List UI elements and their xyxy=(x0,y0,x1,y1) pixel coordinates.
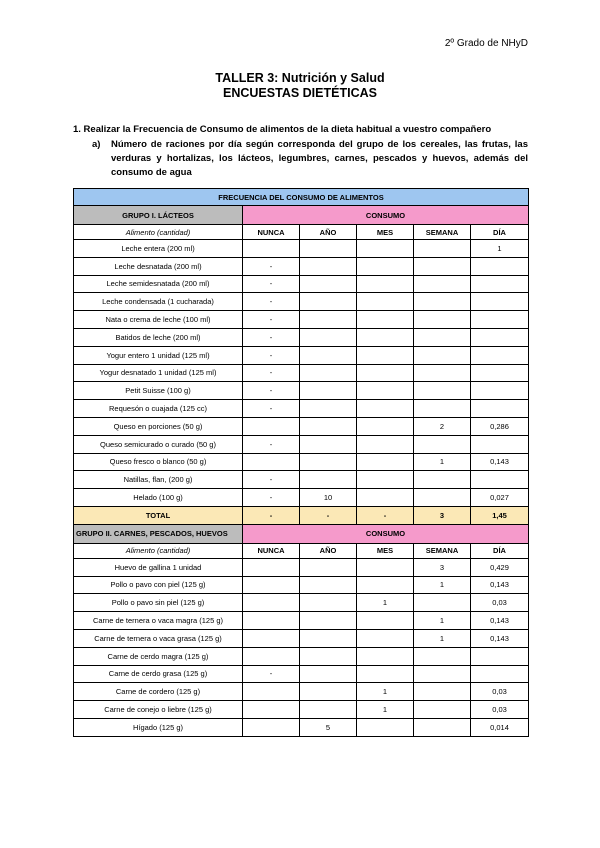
frequency-cell: 0,143 xyxy=(471,612,529,630)
food-name-cell: Carne de conejo o liebre (125 g) xyxy=(74,701,243,719)
frequency-cell xyxy=(243,453,300,471)
frequency-cell xyxy=(243,594,300,612)
frequency-cell xyxy=(300,665,357,683)
col-header-nunca: NUNCA xyxy=(243,225,300,240)
consumo-label: CONSUMO xyxy=(243,206,529,225)
frequency-cell: - xyxy=(243,400,300,418)
table-row xyxy=(74,400,529,418)
frequency-cell xyxy=(357,612,414,630)
food-name-cell: Pollo o pavo sin piel (125 g) xyxy=(74,594,243,612)
frequency-cell xyxy=(471,400,529,418)
frequency-cell: 2 xyxy=(414,417,471,435)
table-row xyxy=(74,275,529,293)
frequency-cell xyxy=(300,311,357,329)
group2-header-row xyxy=(74,524,529,543)
frequency-cell: - xyxy=(243,293,300,311)
frequency-cell xyxy=(414,382,471,400)
frequency-cell xyxy=(243,612,300,630)
table-row xyxy=(74,612,529,630)
frequency-cell: 1 xyxy=(357,594,414,612)
frequency-cell xyxy=(471,311,529,329)
col-header-mes: MES xyxy=(357,543,414,558)
frequency-cell: 1 xyxy=(414,612,471,630)
frequency-cell xyxy=(243,683,300,701)
frequency-cell xyxy=(300,364,357,382)
frequency-cell xyxy=(471,382,529,400)
frequency-cell: 1 xyxy=(414,576,471,594)
food-name-cell: Carne de cerdo grasa (125 g) xyxy=(74,665,243,683)
frequency-cell xyxy=(471,665,529,683)
frequency-cell xyxy=(357,417,414,435)
group1-name: GRUPO I. LÁCTEOS xyxy=(74,206,243,225)
frequency-cell xyxy=(243,240,300,258)
frequency-cell xyxy=(357,576,414,594)
frequency-cell xyxy=(414,311,471,329)
food-name-cell: Nata o crema de leche (100 ml) xyxy=(74,311,243,329)
frequency-table xyxy=(73,188,529,737)
col-header-nunca: NUNCA xyxy=(243,543,300,558)
frequency-cell xyxy=(414,364,471,382)
table-row xyxy=(74,328,529,346)
frequency-cell xyxy=(300,701,357,719)
table-row xyxy=(74,240,529,258)
frequency-cell xyxy=(471,647,529,665)
group2-name: GRUPO II. CARNES, PESCADOS, HUEVOS xyxy=(74,524,243,543)
frequency-cell xyxy=(300,558,357,576)
frequency-cell xyxy=(357,629,414,647)
table-row xyxy=(74,718,529,736)
frequency-cell xyxy=(357,718,414,736)
table-row xyxy=(74,701,529,719)
frequency-cell xyxy=(243,417,300,435)
title-line-2: ENCUESTAS DIETÉTICAS xyxy=(223,86,377,100)
frequency-cell xyxy=(243,576,300,594)
column-header-row xyxy=(74,225,529,240)
food-name-cell: Carne de cordero (125 g) xyxy=(74,683,243,701)
group1-header-row xyxy=(74,206,529,225)
frequency-cell xyxy=(243,629,300,647)
table-row xyxy=(74,453,529,471)
frequency-cell: 3 xyxy=(414,558,471,576)
frequency-cell xyxy=(300,612,357,630)
frequency-cell xyxy=(243,701,300,719)
frequency-cell xyxy=(471,435,529,453)
table-row xyxy=(74,665,529,683)
consumo-label: CONSUMO xyxy=(243,524,529,543)
frequency-cell: - xyxy=(243,489,300,507)
frequency-cell xyxy=(357,647,414,665)
table-row xyxy=(74,346,529,364)
frequency-cell xyxy=(300,382,357,400)
col-header-alimento: Alimento (cantidad) xyxy=(74,543,243,558)
frequency-cell xyxy=(357,382,414,400)
frequency-cell: 0,014 xyxy=(471,718,529,736)
frequency-cell: 0,03 xyxy=(471,594,529,612)
food-name-cell: Yogur desnatado 1 unidad (125 ml) xyxy=(74,364,243,382)
frequency-cell xyxy=(471,346,529,364)
col-header-semana: SEMANA xyxy=(414,225,471,240)
table-row xyxy=(74,558,529,576)
frequency-cell xyxy=(357,364,414,382)
col-header-ano: AÑO xyxy=(300,543,357,558)
col-header-dia: DÍA xyxy=(471,543,529,558)
total-cell: - xyxy=(357,506,414,524)
frequency-cell: 5 xyxy=(300,718,357,736)
col-header-mes: MES xyxy=(357,225,414,240)
frequency-cell xyxy=(357,471,414,489)
food-name-cell: Helado (100 g) xyxy=(74,489,243,507)
frequency-cell xyxy=(471,293,529,311)
frequency-cell: 1 xyxy=(414,629,471,647)
food-name-cell: Hígado (125 g) xyxy=(74,718,243,736)
frequency-cell xyxy=(471,364,529,382)
subsection-a xyxy=(92,138,528,180)
frequency-cell xyxy=(300,594,357,612)
frequency-cell xyxy=(414,346,471,364)
frequency-cell: 0,429 xyxy=(471,558,529,576)
frequency-cell: 0,03 xyxy=(471,701,529,719)
table-row xyxy=(74,471,529,489)
total-row xyxy=(74,506,529,524)
frequency-cell xyxy=(357,665,414,683)
food-name-cell: Carne de ternera o vaca grasa (125 g) xyxy=(74,629,243,647)
subsection-a-label: a) xyxy=(92,139,101,150)
frequency-cell xyxy=(357,257,414,275)
frequency-cell: 0,286 xyxy=(471,417,529,435)
food-name-cell: Leche desnatada (200 ml) xyxy=(74,257,243,275)
frequency-cell xyxy=(300,435,357,453)
frequency-cell: - xyxy=(243,471,300,489)
frequency-cell: - xyxy=(243,328,300,346)
food-name-cell: Petit Suisse (100 g) xyxy=(74,382,243,400)
total-cell: - xyxy=(243,506,300,524)
col-header-semana: SEMANA xyxy=(414,543,471,558)
course-label: 2º Grado de NHyD xyxy=(444,38,528,49)
food-name-cell: Yogur entero 1 unidad (125 ml) xyxy=(74,346,243,364)
total-cell: 3 xyxy=(414,506,471,524)
table-title: FRECUENCIA DEL CONSUMO DE ALIMENTOS xyxy=(74,189,529,206)
table-row xyxy=(74,576,529,594)
food-name-cell: Queso en porciones (50 g) xyxy=(74,417,243,435)
food-name-cell: Batidos de leche (200 ml) xyxy=(74,328,243,346)
frequency-cell xyxy=(357,489,414,507)
frequency-cell: 0,03 xyxy=(471,683,529,701)
frequency-cell: 0,143 xyxy=(471,576,529,594)
frequency-cell xyxy=(414,647,471,665)
frequency-cell xyxy=(300,275,357,293)
frequency-cell: - xyxy=(243,275,300,293)
frequency-cell xyxy=(300,417,357,435)
frequency-cell: 0,143 xyxy=(471,629,529,647)
frequency-cell xyxy=(300,346,357,364)
page-title xyxy=(0,71,600,101)
frequency-cell xyxy=(471,471,529,489)
frequency-cell xyxy=(414,701,471,719)
total-cell: - xyxy=(300,506,357,524)
subsection-a-text: Número de raciones por día según corresponda del grupo de los cereales, las frutas, las verduras y hortalizas, los lácteos, legumbres, carnes, pescados y huevos, además del consumo de agua xyxy=(111,139,528,178)
frequency-cell: - xyxy=(243,435,300,453)
frequency-cell: 1 xyxy=(357,701,414,719)
frequency-cell xyxy=(300,257,357,275)
frequency-cell xyxy=(357,293,414,311)
total-label: TOTAL xyxy=(74,506,243,524)
frequency-cell xyxy=(357,240,414,258)
frequency-cell xyxy=(300,629,357,647)
food-name-cell: Pollo o pavo con piel (125 g) xyxy=(74,576,243,594)
table-row xyxy=(74,382,529,400)
frequency-cell: - xyxy=(243,665,300,683)
frequency-cell xyxy=(300,647,357,665)
frequency-cell: - xyxy=(243,346,300,364)
frequency-cell xyxy=(357,328,414,346)
table-row xyxy=(74,594,529,612)
frequency-cell xyxy=(357,400,414,418)
frequency-cell: 1 xyxy=(414,453,471,471)
frequency-cell xyxy=(357,346,414,364)
frequency-cell xyxy=(414,471,471,489)
table-row xyxy=(74,364,529,382)
table-row xyxy=(74,311,529,329)
frequency-cell xyxy=(471,328,529,346)
table-row xyxy=(74,647,529,665)
food-name-cell: Carne de cerdo magra (125 g) xyxy=(74,647,243,665)
frequency-cell xyxy=(471,275,529,293)
frequency-cell xyxy=(300,328,357,346)
frequency-cell xyxy=(414,683,471,701)
frequency-cell: 0,143 xyxy=(471,453,529,471)
column-header-row xyxy=(74,543,529,558)
food-name-cell: Leche entera (200 ml) xyxy=(74,240,243,258)
frequency-cell xyxy=(357,275,414,293)
frequency-cell xyxy=(414,400,471,418)
frequency-cell: 1 xyxy=(471,240,529,258)
food-name-cell: Leche condensada (1 cucharada) xyxy=(74,293,243,311)
frequency-cell xyxy=(243,558,300,576)
table-row xyxy=(74,435,529,453)
table-row xyxy=(74,257,529,275)
frequency-cell xyxy=(243,647,300,665)
food-name-cell: Leche semidesnatada (200 ml) xyxy=(74,275,243,293)
table-row xyxy=(74,489,529,507)
frequency-cell xyxy=(357,558,414,576)
frequency-cell xyxy=(300,240,357,258)
food-name-cell: Queso fresco o blanco (50 g) xyxy=(74,453,243,471)
frequency-cell xyxy=(414,257,471,275)
frequency-cell xyxy=(243,718,300,736)
frequency-cell xyxy=(300,400,357,418)
frequency-cell xyxy=(300,576,357,594)
frequency-cell xyxy=(471,257,529,275)
food-name-cell: Carne de ternera o vaca magra (125 g) xyxy=(74,612,243,630)
frequency-cell xyxy=(357,453,414,471)
frequency-cell xyxy=(414,328,471,346)
frequency-cell xyxy=(414,665,471,683)
title-line-1: TALLER 3: Nutrición y Salud xyxy=(215,71,385,85)
frequency-cell xyxy=(414,435,471,453)
food-name-cell: Huevo de gallina 1 unidad xyxy=(74,558,243,576)
frequency-cell xyxy=(414,293,471,311)
table-row xyxy=(74,629,529,647)
frequency-cell xyxy=(414,489,471,507)
table-row xyxy=(74,293,529,311)
table-row xyxy=(74,683,529,701)
col-header-ano: AÑO xyxy=(300,225,357,240)
food-name-cell: Natillas, flan, (200 g) xyxy=(74,471,243,489)
frequency-cell xyxy=(414,240,471,258)
frequency-cell: 1 xyxy=(357,683,414,701)
frequency-cell xyxy=(414,275,471,293)
food-name-cell: Queso semicurado o curado (50 g) xyxy=(74,435,243,453)
frequency-cell: - xyxy=(243,364,300,382)
col-header-alimento: Alimento (cantidad) xyxy=(74,225,243,240)
col-header-dia: DÍA xyxy=(471,225,529,240)
table-row xyxy=(74,417,529,435)
frequency-cell: 10 xyxy=(300,489,357,507)
food-name-cell: Requesón o cuajada (125 cc) xyxy=(74,400,243,418)
frequency-cell: 0,027 xyxy=(471,489,529,507)
frequency-cell xyxy=(300,683,357,701)
frequency-cell: - xyxy=(243,311,300,329)
frequency-cell xyxy=(300,471,357,489)
section-1-heading: 1. Realizar la Frecuencia de Consumo de alimentos de la dieta habitual a vuestro compañero xyxy=(73,124,492,135)
frequency-cell xyxy=(357,311,414,329)
total-cell: 1,45 xyxy=(471,506,529,524)
frequency-cell xyxy=(414,594,471,612)
frequency-cell xyxy=(300,293,357,311)
frequency-cell: - xyxy=(243,382,300,400)
frequency-cell: - xyxy=(243,257,300,275)
frequency-cell xyxy=(414,718,471,736)
frequency-cell xyxy=(300,453,357,471)
frequency-cell xyxy=(357,435,414,453)
